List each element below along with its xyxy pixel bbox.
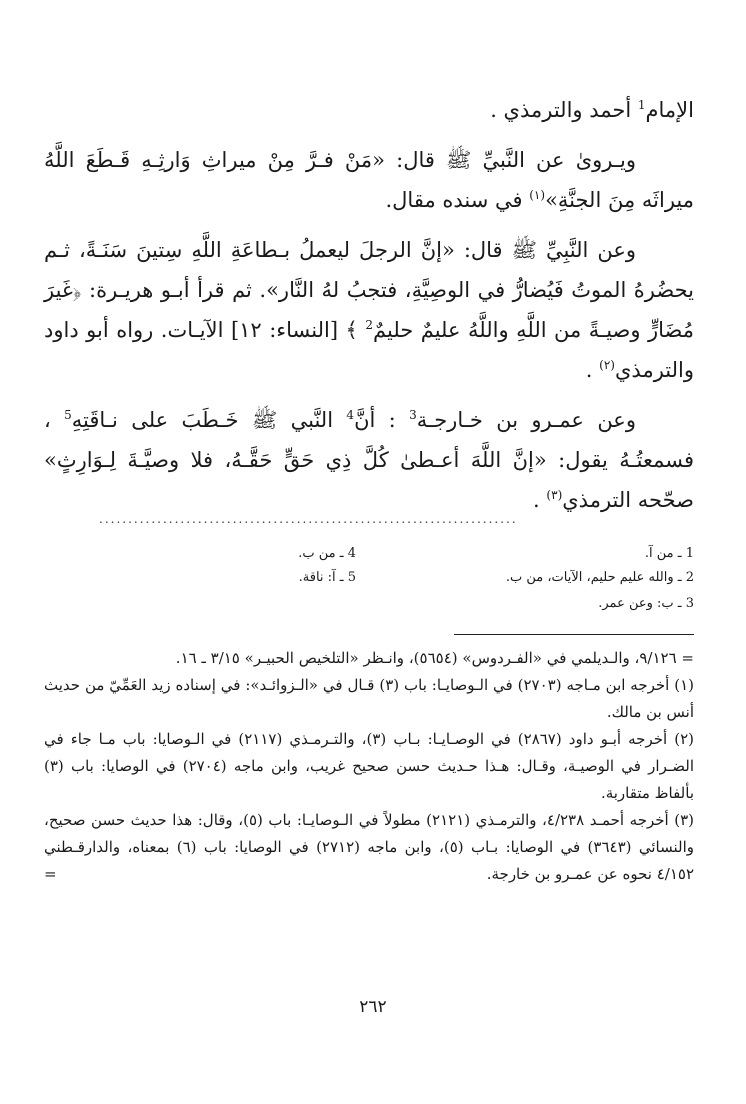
hadith-text: ويـروىٰ عن النَّبيِّ ﷺ قال: «مَنْ فـرَّ مِنْ ميراثِ وَارثِـهِ قَـطَعَ اللَّهُ ميراثَه مِنَ الجنَّةِ» bbox=[44, 148, 694, 212]
text-line: : أنَّ bbox=[354, 408, 396, 432]
page-number: ٢٦٢ bbox=[359, 997, 387, 1017]
main-text bbox=[44, 90, 694, 520]
footnote-3 bbox=[44, 807, 694, 888]
continuation-mark: = bbox=[681, 649, 694, 667]
variant-marker: 2 bbox=[365, 318, 373, 332]
footnote-2: (٢) أخرجه أبـو داود (٢٨٦٧) في الوصـايـا: بـاب (٣)، والتـرمـذي (٢١١٧) في الـوصايا: باب مـا جاء في الضـرار في الوصيـة، وقـال: هـذا حـديث حسن صحيح غريب، وابن ماجه (٢٧٠٤) في الوصايا: باب (٣) بألفاظ متقاربة. bbox=[44, 730, 694, 802]
hadith-text: ، فسمعتُـهُ يقول: «إنَّ اللَّهَ أعـطىٰ كُلَّ ذِي حَقٍّ حَقَّـهُ، فلا وصيَّـةَ لِـوَارِثٍ» صحّحه الترمذي bbox=[44, 408, 694, 512]
text-line: في سنده مقال. bbox=[385, 188, 523, 212]
paragraph-2 bbox=[44, 140, 694, 220]
variant-marker: 5 bbox=[64, 408, 72, 422]
hadith-text: وعن النَّبِيِّ ﷺ قال: «إنَّ الرجلَ ليعملُ بـطاعَةِ اللَّهِ سِتينَ سَنَـةً، ثـم يحضُرهُ الموتُ فَيُضارُّ في الوصِيَّةِ، فتجبُ لهُ النَّار». ثم قرأ أبـو هريـرة: ﴿غَيرَ مُضَارٍّ وصيـةً من اللَّهِ واللَّهُ عليمٌ حليمٌ bbox=[44, 238, 694, 342]
separator-dots: ........................................................................ bbox=[99, 512, 518, 526]
footnote-1: (١) أخرجه ابن مـاجه (٢٧٠٣) في الـوصايـا: باب (٣) قـال في «الـزوائـد»: في إسناده زيد العَمِّيّ من حديث أنس بن مالك. bbox=[44, 676, 694, 721]
footnote-text: ٩/١٢٦، والـديلمي في «الفـردوس» (٥٦٥٤)، وانـظر «التلخيص الحبيـر» ٣/١٥ ـ ١٦. bbox=[175, 649, 677, 667]
text-line: الإمام bbox=[645, 98, 694, 122]
variant-marker: 1 bbox=[637, 98, 646, 112]
footnote-ref: (٣) bbox=[546, 488, 563, 502]
paragraph-4 bbox=[44, 400, 694, 520]
text-line: أحمد والترمذي . bbox=[490, 98, 632, 122]
footnote-ref: (٢) bbox=[599, 358, 615, 372]
variant-marker: 4 bbox=[346, 408, 355, 422]
text-line: . bbox=[585, 358, 593, 382]
variant-note-2: 2 ـ والله عليم حليم، الآيات، من ب. bbox=[505, 570, 694, 585]
variant-note-1: 1 ـ من آ. bbox=[644, 546, 694, 561]
variant-note-4: 4 ـ من ب. bbox=[298, 546, 356, 561]
continuation-mark: = bbox=[44, 865, 57, 883]
text-line: . bbox=[533, 488, 540, 512]
footnote-text: (٣) أخرجه أحمـد ٤/٢٣٨، والترمـذي (٢١٢١) مطولاً في الـوصايـا: باب (٥)، وقال: هذا حديث حسن صحيح، والنسائي (٣٦٤٣) في الوصايا: بـاب (٥)، وابن ماجه (٢٧١٢) في الوصايا: باب (٦) بمعناه، والدارقـطني ٤/١٥٢ نحوه عن عمـرو بن خارجة. bbox=[44, 811, 695, 883]
hadith-text: النَّبي ﷺ خَـطَبَ على نـاقَتِهِ bbox=[71, 408, 334, 432]
paragraph-3 bbox=[44, 230, 694, 390]
footnote-continuation bbox=[44, 645, 694, 672]
variant-note-5: 5 ـ آ: ناقة. bbox=[298, 570, 356, 585]
variant-note-3: 3 ـ ب: وعن عمر. bbox=[598, 596, 694, 611]
text-line: وعن عمـرو بن خـارجـة bbox=[416, 408, 636, 432]
paragraph-1 bbox=[44, 90, 694, 130]
variant-marker: 3 bbox=[409, 408, 417, 422]
text-line: ﴾ [النساء: ١٢] الآيـات. رواه أبو داود والترمذي bbox=[44, 318, 694, 382]
footnote-rule bbox=[454, 634, 694, 635]
footnotes bbox=[44, 645, 694, 888]
footnote-ref: (١) bbox=[529, 188, 546, 202]
